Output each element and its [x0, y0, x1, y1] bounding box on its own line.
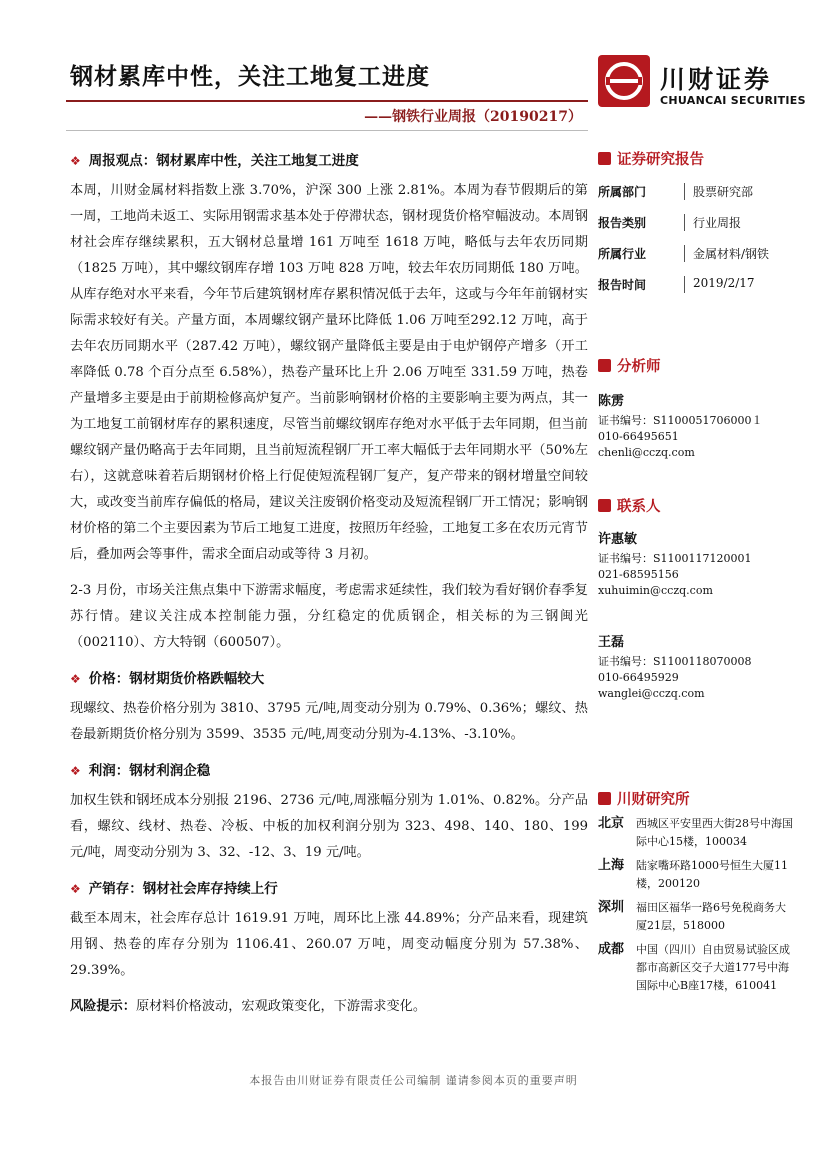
contact-phone: 021-68595156 — [598, 568, 679, 581]
office-address: 西城区平安里西大街28号中海国际中心15楼，100034 — [636, 817, 793, 848]
institute-icon — [598, 792, 611, 805]
sidebar — [598, 148, 793, 995]
meta-row — [598, 276, 793, 293]
analyst-phone: 010-66495651 — [598, 430, 679, 443]
section-inventory — [70, 876, 588, 984]
meta-key: 所属部门 — [598, 185, 647, 199]
analyst-cert: 证书编号：S1100051706000１ — [598, 414, 763, 427]
office-row — [598, 815, 793, 851]
contact-email[interactable]: xuhuimin@cczq.com — [598, 584, 713, 597]
section-heading: 产销存：钢材社会库存持续上行 — [88, 881, 278, 897]
contact-email[interactable]: wanglei@cczq.com — [598, 687, 705, 700]
sidebar-contact-heading: 联系人 — [617, 499, 661, 515]
contact-name: 许惠敏 — [598, 532, 638, 547]
meta-key: 报告类别 — [598, 216, 647, 230]
meta-value: 2019/2/17 — [684, 276, 755, 293]
office-row — [598, 941, 793, 995]
office-city: 上海 — [598, 858, 625, 873]
office-city: 深圳 — [598, 900, 625, 915]
logo-text-en: CHUANCAI SECURITIES — [660, 94, 806, 107]
meta-row — [598, 183, 793, 200]
section-paragraph: 现螺纹、热卷价格分别为 3810、3795 元/吨,周变动分别为 0.79%、0.36%；螺纹、热卷最新期货价格分别为 3599、3535 元/吨,周变动分别为-4.13%、-3.10%。 — [70, 701, 588, 742]
risk-note — [70, 994, 588, 1020]
contact-card — [598, 635, 793, 702]
section-heading: 利润：钢材利润企稳 — [88, 763, 211, 779]
analyst-name: 陈雳 — [598, 394, 625, 409]
report-icon — [598, 152, 611, 165]
meta-row — [598, 245, 793, 262]
logo-text-cn: 川财证券 — [660, 65, 773, 94]
diamond-icon: ❖ — [70, 672, 81, 686]
page-title: 钢材累库中性，关注工地复工进度 — [70, 64, 430, 90]
section-heading: 周报观点：钢材累库中性，关注工地复工进度 — [88, 153, 359, 169]
meta-value: 金属材料/钢铁 — [684, 245, 769, 262]
meta-value: 行业周报 — [684, 214, 741, 231]
office-address: 中国（四川）自由贸易试验区成都市高新区交子大道177号中海国际中心B座17楼，610041 — [636, 943, 790, 992]
section-profit — [70, 758, 588, 866]
analyst-icon — [598, 359, 611, 372]
office-address: 陆家嘴环路1000号恒生大厦11楼，200120 — [636, 859, 788, 890]
section-paragraph: 2-3 月份，市场关注焦点集中下游需求幅度，考虑需求延续性，我们较为看好钢价春季复苏行情。建议关注成本控制能力强，分红稳定的优质钢企，相关标的为三钢闽光（002110）、方大特钢（600507）。 — [70, 583, 588, 650]
risk-label: 风险提示： — [70, 999, 136, 1014]
section-paragraph: 本周，川财金属材料指数上涨 3.70%，沪深 300 上涨 2.81%。本周为春节假期后的第一周，工地尚未返工、实际用钢需求基本处于停滞状态，钢材现货价格窄幅波动。本周钢材社会库存继续累积，五大钢材总量增 161 万吨至 1618 万吨，略低与去年农历同期（1825 万吨），其中螺纹钢库存增 103 万吨 828 万吨，较去年农历同期低 180 万吨。从库存绝对水平来看，今年节后建筑钢材库存累积情况低于去年，这或与今年年前钢材实际需求较好有关。产量方面，本周螺纹钢产量环比降低 1.06 万吨至292.12 万吨，高于去年农历同期水平（287.42 万吨），螺纹钢产量降低主要是由于电炉钢停产增多（开工率降低 0.78 个百分点至 6.58%），热卷产量环比上升 2.06 万吨至 331.59 万吨，热卷产量增多主要是由于前期检修高炉复产。当前影响钢材价格的主要影响主要为两点，其一为工地复工前钢材库存的累积速度，尽管当前螺纹钢库存绝对水平低于去年同期，但当前螺纹钢产量仍略高于去年同期，且当前短流程钢厂开工率大幅低于去年同期水平（50%左右），这就意味着若后期钢材价格上行促使短流程钢厂复产，复产带来的钢材增量空间较大，或改变当前库存偏低的格局，建议关注废钢价格变动及短流程钢厂开工情况；影响钢材价格的第二个主要因素为节后工地复工进度，按照历年经验，工地复工多在农历元宵节后，叠加两会等事件，需求全面启动或等待 3 月初。 — [70, 183, 588, 562]
sidebar-institute-heading: 川财研究所 — [617, 792, 690, 808]
diamond-icon: ❖ — [70, 764, 81, 778]
office-city: 北京 — [598, 816, 625, 831]
risk-text: 原材料价格波动，宏观政策变化，下游需求变化。 — [135, 999, 427, 1014]
sidebar-report-heading: 证券研究报告 — [617, 152, 704, 168]
footer-disclaimer: 本报告由川财证券有限责任公司编制 谨请参阅本页的重要声明 — [249, 1074, 578, 1087]
meta-value: 股票研究部 — [684, 183, 753, 200]
title-rule — [66, 100, 588, 102]
section-heading: 价格：钢材期货价格跌幅较大 — [88, 671, 265, 687]
contact-name: 王磊 — [598, 635, 625, 650]
report-subtitle: ——钢铁行业周报（20190217） — [364, 109, 582, 125]
meta-row — [598, 214, 793, 231]
section-paragraph: 截至本周末，社会库存总计 1619.91 万吨，周环比上涨 44.89%；分产品来看，现建筑用钢、热卷的库存分别为 1106.41、260.07 万吨，周变动幅度分别为 57.38%、29.39%。 — [70, 911, 588, 978]
contact-card — [598, 532, 793, 599]
contact-icon — [598, 499, 611, 512]
contact-cert: 证书编号：S1100118070008 — [598, 655, 752, 668]
office-address: 福田区福华一路6号免税商务大厦21层，518000 — [636, 901, 786, 932]
subtitle-rule — [66, 130, 588, 131]
contact-phone: 010-66495929 — [598, 671, 679, 684]
office-row — [598, 857, 793, 893]
diamond-icon: ❖ — [70, 882, 81, 896]
office-city: 成都 — [598, 942, 625, 957]
meta-key: 报告时间 — [598, 278, 647, 292]
section-paragraph: 加权生铁和钢坯成本分别报 2196、2736 元/吨,周涨幅分别为 1.01%、0.82%。分产品看，螺纹、线材、热卷、冷板、中板的加权利润分别为 323、498、140、180、199 元/吨，周变动分别为 3、32、-12、3、19 元/吨。 — [70, 793, 588, 860]
meta-key: 所属行业 — [598, 247, 647, 261]
contact-cert: 证书编号：S1100117120001 — [598, 552, 752, 565]
section-price — [70, 666, 588, 748]
analyst-card — [598, 394, 793, 461]
section-view — [70, 148, 588, 656]
analyst-email[interactable]: chenli@cczq.com — [598, 446, 695, 459]
logo-icon — [598, 55, 650, 107]
main-content — [70, 148, 588, 1030]
diamond-icon: ❖ — [70, 154, 81, 168]
office-row — [598, 899, 793, 935]
sidebar-analyst-heading: 分析师 — [617, 359, 661, 375]
